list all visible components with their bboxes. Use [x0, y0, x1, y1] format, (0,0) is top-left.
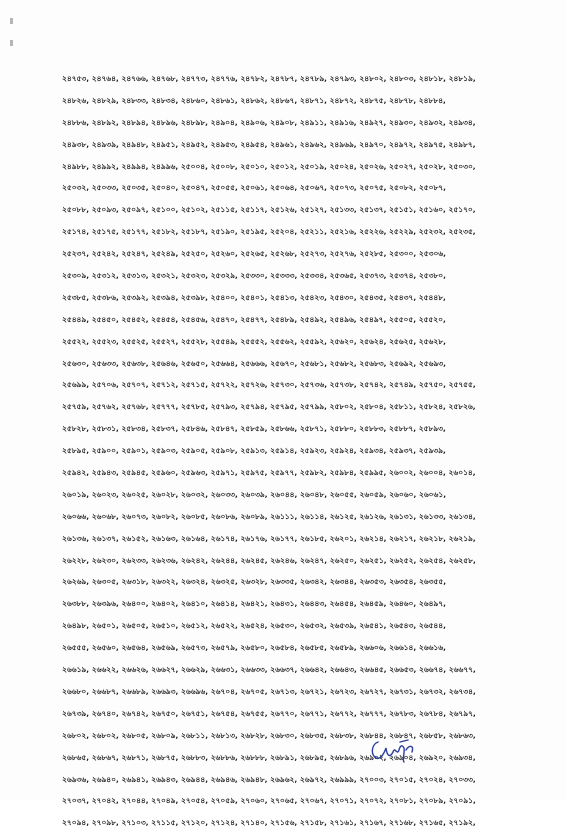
number-row: ২৫৫২২, ২৫৫২৩, ২৫৫২৫, ২৫৫২৭, ২৫৫২৮, ২৫৫৪৯, ২৫৫৫২, ২৫৫৬২, ২৫৫৯২, ২৫৬২০, ২৫৬২৪, ২৫৬২৫, ২৫৬২৮,: [62, 336, 446, 346]
number-row: ২৭০৯৪, ২৭০৯৮, ২৭১০৩, ২৭১১৫, ২৭১২০, ২৭১২৪, ২৭১৪০, ২৭১৫৬, ২৭১৫৮, ২৭১৬১, ২৭১৬৭, ২৭১৬৮, ২৭১৬৫, ২৭১৯২,: [62, 818, 476, 828]
number-row: ২৫১৭৪, ২৫১৭৫, ২৫১৭৭, ২৫১৮২, ২৫১৮৭, ২৫১৯০, ২৫১৯৫, ২৫২০৪, ২৫২১১, ২৫২১৬, ২৫২২৬, ২৫২২৯, ২৫২৩২, ২৫২৩৫,: [62, 227, 476, 237]
number-row: ২৭০৩৭, ২৭০৪২, ২৭০৪৪, ২৭০৪৯, ২৭০৫৪, ২৭০৫৯, ২৭০৬০, ২৭০৬৫, ২৭০৬৭, ২৭০৭১, ২৭০৭২, ২৭০৮১, ২৭০৮৯, ২৭০৯১,: [62, 796, 476, 806]
number-row: ২৬০১৯, ২৬০২৩, ২৬০২৫, ২৬০২৮, ২৬০৩২, ২৬০৩৩, ২৬০৩৯, ২৬০৪৪, ২৬০৪৮, ২৬০৫৫, ২৬০৫৯, ২৬০৬০, ২৬০৬১,: [62, 489, 447, 499]
number-row: ২৫২৩৭, ২৫২৪২, ২৫২৪৭, ২৫২৪৯, ২৫২৫০, ২৫২৬০, ২৫২৬৫, ২৫২৬৮, ২৫২৭৩, ২৫২৭৬, ২৫২৮৫, ২৫৩০০, ২৫৩০৬,: [62, 249, 447, 259]
number-row: ২৬৯৩৬, ২৬৯৪০, ২৬৯৪১, ২৬৯৪৩, ২৬৯৪৪, ২৬৯৪৬, ২৬৯৪৮, ২৬৯৬২, ২৬৯৭২, ২৬৯৯৯, ২৭০০৩, ২৭০১৫, ২৭০২৪, ২৭০৩৩,: [62, 774, 476, 784]
scan-artifact-mark: [10, 40, 13, 46]
number-row: ২৫৮২৮, ২৫৮৩১, ২৫৮৩৪, ২৫৮৩৭, ২৫৮৪৬, ২৫৮৪৭, ২৫৮৫৯, ২৫৮৬৬, ২৫৮৭১, ২৫৮৮০, ২৫৮৮৩, ২৫৮৮৭, ২৫৮৯৩,: [62, 424, 446, 434]
number-row: ২৬৬১৯, ২৬৬২২, ২৬৬২৬, ২৬৬২৭, ২৬৬২৯, ২৬৬৩১, ২৬৬৩৩, ২৬৬৩৭, ২৬৬৪২, ২৬৬৪৩, ২৬৬৪৫, ২৬৬৫৩, ২৬৬৭৪, ২৬৬৭৭,: [62, 665, 476, 675]
number-row: ২৬১৩৬, ২৬১৩৭, ২৬১৫২, ২৬১৬৩, ২৬১৬৪, ২৬১৭৪, ২৬১৭৬, ২৬১৭৭, ২৬১৮৫, ২৬২০১, ২৬২১৪, ২৬২১৭, ২৬২১৮, ২৬২১৯,: [62, 533, 476, 543]
number-row: ২৪৮৮৬, ২৪৮৯২, ২৪৮৯৪, ২৪৮৯৬, ২৪৮৯৮, ২৪৯০৪, ২৪৯০৬, ২৪৯০৮, ২৪৯১১, ২৪৯১৬, ২৪৯২৭, ২৪৯৩০, ২৪৯৩২, ২৪৯৩৪,: [62, 117, 476, 127]
number-row: ২৬০৬৬, ২৬০৬৮, ২৬০৭৩, ২৬০৮২, ২৬০৮৫, ২৬০৮৬, ২৬০৮৯, ২৬১১১, ২৬১১৪, ২৬১২৫, ২৬১২৬, ২৬১৩১, ২৬১৩৩, ২৬১৩৪,: [62, 511, 476, 521]
number-row: ২৫০৮৮, ২৫০৯৩, ২৫০৯৭, ২৫১০০, ২৫১০২, ২৫১১৫, ২৫১১৭, ২৫১২৬, ২৫১২৭, ২৫১৩৩, ২৫১৩৭, ২৫১৫১, ২৫১৬০, ২৫১৭০,: [62, 205, 476, 215]
number-row: ২৫৩৮৫, ২৫৩৮৬, ২৫৩৯২, ২৫৩৯৪, ২৫৩৯৮, ২৫৪০০, ২৫৪০১, ২৫৪১৩, ২৫৪২৩, ২৫৪৩০, ২৫৪৩৫, ২৫৪৩৭, ২৫৪৪৮,: [62, 292, 446, 302]
number-row: ২৪৯৮৮, ২৪৯৯২, ২৪৯৯৪, ২৪৯৯৬, ২৫০০৪, ২৫০০৮, ২৫০১০, ২৫০১২, ২৫০১৯, ২৫০২৪, ২৫০২৬, ২৫০২৭, ২৫০২৮, ২৫০৩০,: [62, 161, 476, 171]
number-row: ২৬২৬৯, ২৬৩০৫, ২৬৩১৮, ২৬৩২২, ২৬৩২৪, ২৬৩২৫, ২৬৩২৮, ২৬৩৩৫, ২৬৩৪২, ২৬৩৪৪, ২৬৩৫৩, ২৬৩৫৪, ২৬৩৫৫,: [62, 577, 447, 587]
signature-icon: [368, 732, 420, 766]
number-row: ২৪৭৫৩, ২৪৭৬৪, ২৪৭৬৬, ২৪৭৬৮, ২৪৭৭৩, ২৪৭৭৬, ২৪৭৮২, ২৪৭৮৭, ২৪৭৮৯, ২৪৭৯৩, ২৪৮০২, ২৪৮০৩, ২৪৮১৮, ২৪৮১৯,: [62, 74, 476, 83]
number-row: ২৬৬৮০, ২৬৬৮৭, ২৬৬৮৯, ২৬৬৯৩, ২৬৬৯৬, ২৬৭০৪, ২৬৭০৫, ২৬৭১৩, ২৬৭২১, ২৬৭২৩, ২৬৭২৭, ২৬৭৩১, ২৬৭৩২, ২৬৭৩৪,: [62, 686, 476, 696]
number-row: ২৫৬৯৯, ২৫৭০৬, ২৫৭০৭, ২৫৭১২, ২৫৭১৫, ২৫৭২২, ২৫৭২৬, ২৫৭৩০, ২৫৭৩৬, ২৫৭৩৮, ২৫৭৪২, ২৫৭৪৯, ২৫৭৫০, ২৫৭৫৫,: [62, 380, 476, 390]
number-row: ২৬৭৩৯, ২৬৭৪০, ২৬৭৪২, ২৬৭৫০, ২৬৭৫১, ২৬৭৫৪, ২৬৭৫৫, ২৬৭৭০, ২৬৭৭১, ২৬৭৭২, ২৬৭৭৭, ২৬৭৮৩, ২৬৭৮৪, ২৬৭৯৭,: [62, 708, 476, 718]
number-row: ২৫৯৪২, ২৫৯৪৩, ২৫৯৪৫, ২৫৯৬০, ২৫৯৬৩, ২৫৯৭১, ২৫৯৭৫, ২৫৯৭৭, ২৫৯৮২, ২৫৯৮৪, ২৫৯৯৫, ২৬০০২, ২৬০০৪, ২৬০১৪,: [62, 468, 476, 478]
number-row: ২৪৯৩৮, ২৪৯৩৯, ২৪৯৪৮, ২৪৯৫১, ২৪৯৫২, ২৪৯৫৩, ২৪৯৫৪, ২৪৯৬১, ২৪৯৬২, ২৪৯৬৯, ২৪৯৭০, ২৪৯৭২, ২৪৯৭৫, ২৪৯৮৭,: [62, 139, 476, 149]
number-row: ২৬৮০২, ২৬৮০২, ২৬৮০৫, ২৬৮০৯, ২৬৮১১, ২৬৮১৩, ২৬৮২৮, ২৬৮৩০, ২৬৮৩৫, ২৬৮৩৮, ২৬৮৪৪, ২৬৮৪৭, ২৬৮৫৮, ২৬৮৬৩,: [62, 730, 476, 740]
number-row: ২৫৭৫৯, ২৫৭৬২, ২৫৭৬৮, ২৫৭৭৭, ২৫৭৮৫, ২৫৭৯৩, ২৫৭৯৪, ২৫৭৯৫, ২৫৭৯৯, ২৫৮০২, ২৫৮০৪, ২৫৮১১, ২৫৮২৪, ২৫৮২৬,: [62, 402, 476, 412]
number-list: [62, 68, 546, 834]
number-row: ২৫৪৪৯, ২৫৪৫০, ২৫৪৫২, ২৫৪৫৪, ২৫৪৫৬, ২৫৪৭০, ২৫৪৭৭, ২৫৪৮৯, ২৫৪৯২, ২৫৪৯৬, ২৫৪৯৭, ২৫৫০৫, ২৫৫২০,: [62, 314, 446, 324]
number-row: ২৬৩৮৮, ২৬৩৯৬, ২৬৪০০, ২৬৪০২, ২৬৪১০, ২৬৪১৪, ২৬৪২১, ২৬৪৩১, ২৬৪৪৩, ২৬৪৫৪, ২৬৪৫৯, ২৬৪৬০, ২৬৪৯৭,: [62, 599, 446, 609]
number-row: ২৬২২৮, ২৬২৩০, ২৬২৩৩, ২৬২৩৬, ২৬২৪২, ২৬২৪৪, ২৬২৪৫, ২৬২৪৬, ২৬২৪৭, ২৬২৫০, ২৬২৫১, ২৬২৫২, ২৬২৫৪, ২৬২৫৮,: [62, 555, 476, 565]
number-row: ২৫৬৩০, ২৫৬৩৩, ২৫৬৩৮, ২৫৬৪৬, ২৫৬৫০, ২৫৬৬৪, ২৫৬৬৬, ২৫৬৭০, ২৫৬৮১, ২৫৬৮২, ২৫৬৮৩, ২৫৬৯২, ২৫৬৯৩,: [62, 358, 446, 368]
scan-artifact-mark: [10, 18, 13, 24]
number-row: ২৬৮৬৫, ২৬৮৬৭, ২৬৮৭১, ২৬৮৭৫, ২৬৮৮৩, ২৬৮৮৬, ২৬৮৮৮, ২৬৮৯১, ২৬৮৯৫, ২৬৮৯৬, ২৬৯০২, ২৬৯০৪, ২৬৯২০, ২৬৯৩৪,: [62, 752, 476, 762]
number-row: ২৫৩০৯, ২৫৩১২, ২৫৩১৩, ২৫৩২১, ২৫৩২৩, ২৫৩২৯, ২৫৩৩০, ২৫৩৩৩, ২৫৩৩৪, ২৫৩৬৫, ২৫৩৭৩, ২৫৩৭৪, ২৫৩৮০,: [62, 271, 447, 281]
number-row: ২৬৫৫৫, ২৬৫৬০, ২৬৫৬৪, ২৬৫৬৯, ২৬৫৭৩, ২৬৫৭৯, ২৬৫৮০, ২৬৫৮৪, ২৬৫৮৫, ২৬৫৮৯, ২৬৬০৬, ২৬৬১৪, ২৬৬১৬,: [62, 643, 446, 653]
number-row: ২৫৮৯৫, ২৫৯০০, ২৫৯০১, ২৫৯০৩, ২৫৯০৫, ২৫৯০৮, ২৫৯১৩, ২৫৯১৪, ২৫৯২৩, ২৫৯২৪, ২৫৯৩৪, ২৫৯৩৭, ২৫৯৩৯,: [62, 446, 446, 456]
number-row: ২৫০৩২, ২৫০৩৩, ২৫০৩৫, ২৫০৪০, ২৫০৪৭, ২৫০৫৫, ২৫০৬১, ২৫০৬৪, ২৫০৬৭, ২৫০৭৩, ২৫০৭৫, ২৫০৮২, ২৫০৮৭,: [62, 183, 446, 193]
number-row: ২৬৪৯৮, ২৬৫০১, ২৬৫০৫, ২৬৫১০, ২৬৫১২, ২৬৫২২, ২৬৫২৪, ২৬৫৩০, ২৬৫৩২, ২৬৫৩৯, ২৬৫৪১, ২৬৫৪৩, ২৬৫৪৪,: [62, 621, 446, 631]
number-row: ২৪৮২৬, ২৪৮২৯, ২৪৮৩৩, ২৪৮৩৪, ২৪৮৬০, ২৪৮৬১, ২৪৮৬২, ২৪৮৬৭, ২৪৮৭১, ২৪৮৭২, ২৪৮৭৫, ২৪৮৭৮, ২৪৮৮৪,: [62, 95, 446, 105]
